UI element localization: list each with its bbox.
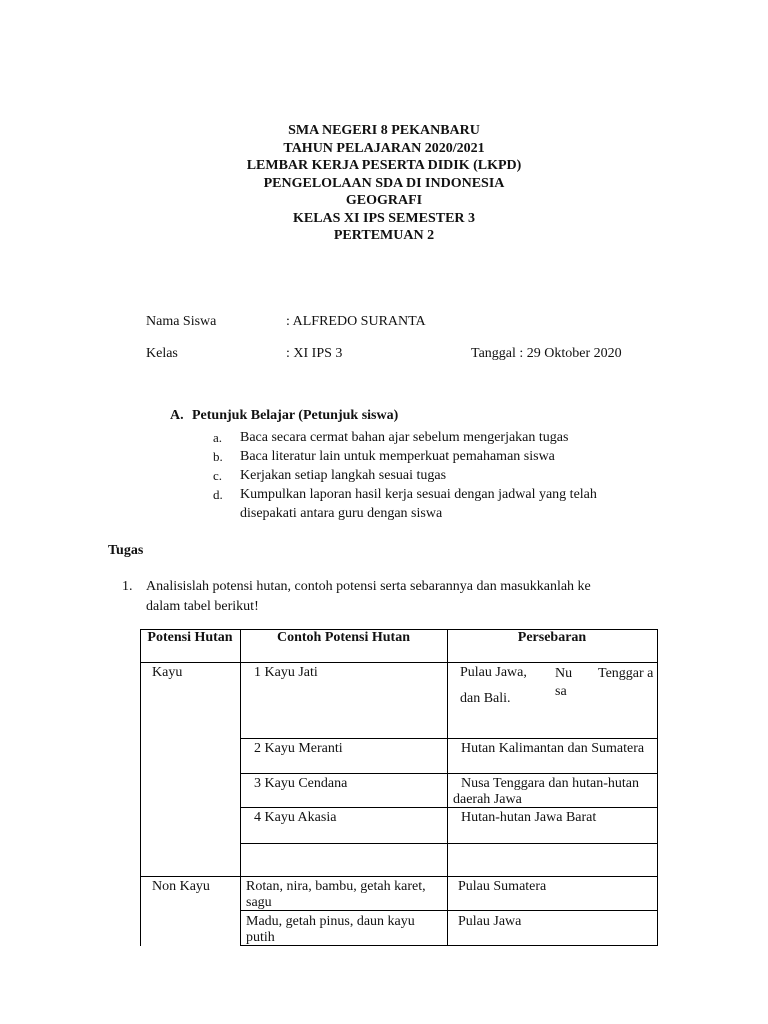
table-row-persebaran: Pulau Jawa, dan Bali. — [460, 665, 527, 706]
section-a-letter: A. — [170, 408, 184, 423]
table-border — [240, 773, 658, 774]
header-potensi-hutan: Potensi Hutan — [147, 630, 233, 645]
header-subject: GEOGRAFI — [345, 193, 423, 208]
instruction-text: Kumpulkan laporan hasil kerja sesuai dengan jadwal yang telah disepakati antara guru dengan siswa — [240, 487, 597, 521]
table-row-contoh: 4 Kayu Akasia — [254, 810, 337, 825]
question-number: 1. — [122, 579, 133, 594]
instruction-item — [213, 466, 653, 485]
table-row-contoh: Madu, getah pinus, daun kayu putih — [246, 914, 415, 945]
table-border — [240, 629, 241, 946]
document-header — [0, 122, 768, 245]
table-row-persebaran: Hutan-hutan Jawa Barat — [461, 810, 597, 825]
instruction-marker: d. — [213, 487, 223, 502]
instruction-marker: b. — [213, 449, 223, 464]
instruction-text: Kerjakan setiap langkah sesuai tugas — [240, 468, 447, 483]
question-text: Analisislah potensi hutan, contoh potensi serta sebarannya dan masukkanlah ke dalam tabel berikut! — [146, 579, 591, 614]
table-border — [447, 629, 448, 946]
instruction-marker: a. — [213, 430, 223, 445]
table-row-contoh: 3 Kayu Cendana — [254, 776, 348, 791]
table-row-persebaran: Hutan Kalimantan dan Sumatera — [461, 741, 645, 756]
section-a-heading — [170, 408, 398, 424]
table-row-contoh: 1 Kayu Jati — [254, 665, 318, 680]
instruction-item — [213, 428, 653, 447]
header-topic: PENGELOLAAN SDA DI INDONESIA — [263, 175, 505, 191]
category-kayu: Kayu — [152, 665, 183, 680]
instruction-text: Baca literatur lain untuk memperkuat pemahaman siswa — [240, 449, 555, 464]
header-school: SMA NEGERI 8 PEKANBARU — [288, 123, 480, 138]
table-row-persebaran: Nusa Tenggara dan hutan-hutan daerah Jawa — [453, 776, 639, 807]
student-class-value: : XI IPS 3 — [286, 346, 343, 361]
table-border — [140, 662, 658, 663]
instruction-list — [213, 428, 653, 523]
student-name-value: : ALFREDO SURANTA — [286, 314, 426, 329]
header-persebaran: Persebaran — [517, 630, 587, 645]
header-contoh-potensi: Contoh Potensi Hutan — [276, 630, 411, 645]
header-doc-type: LEMBAR KERJA PESERTA DIDIK (LKPD) — [246, 158, 522, 173]
instruction-marker: c. — [213, 468, 223, 483]
table-border — [240, 843, 658, 844]
header-meeting: PERTEMUAN 2 — [333, 228, 435, 243]
category-non-kayu: Non Kayu — [152, 879, 210, 894]
table-border — [140, 629, 141, 946]
table-row-contoh: Rotan, nira, bambu, getah karet, sagu — [246, 879, 426, 910]
header-class: KELAS XI IPS SEMESTER 3 — [292, 210, 476, 226]
date-text: Tanggal : 29 Oktober 2020 — [471, 346, 622, 361]
table-row-persebaran: Pulau Jawa — [458, 914, 522, 929]
instruction-item — [213, 447, 653, 466]
section-a-title: Petunjuk Belajar (Petunjuk siswa) — [192, 408, 399, 423]
table-row-contoh: 2 Kayu Meranti — [254, 741, 343, 756]
tugas-heading: Tugas — [108, 543, 144, 558]
student-class-label: Kelas — [146, 346, 178, 361]
table-border — [657, 629, 658, 946]
table-row-persebaran: Nu sa — [555, 666, 573, 699]
table-row-persebaran: Pulau Sumatera — [458, 879, 547, 894]
table-border — [140, 876, 658, 877]
table-border — [240, 738, 658, 739]
instruction-text: Baca secara cermat bahan ajar sebelum mengerjakan tugas — [240, 430, 569, 445]
instruction-item — [213, 485, 605, 523]
header-year: TAHUN PELAJARAN 2020/2021 — [283, 140, 485, 156]
table-row-persebaran: Tenggar a — [598, 666, 654, 681]
student-name-label: Nama Siswa — [146, 314, 217, 329]
